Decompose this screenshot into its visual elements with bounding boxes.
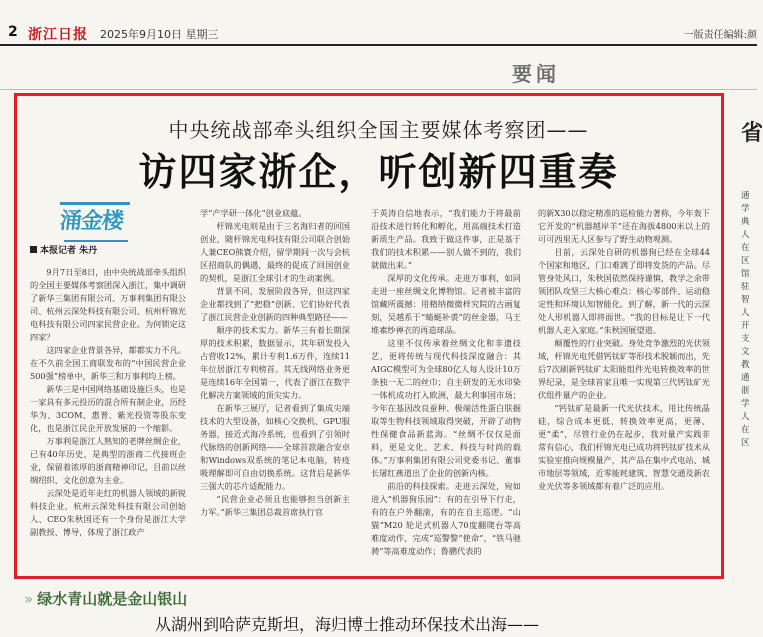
next-article-subtitle: 从湖州到哈萨克斯坦，海归博士推动环保技术出海—— <box>155 615 540 634</box>
article-column-3 <box>371 207 521 558</box>
section-rule <box>0 89 757 90</box>
paragraph: 顺序的技术实力。新华三有着长期深厚的技术积累，数据显示，其年研发投入占营收12%，累计专利1.6万件，连续11年位居浙江专利榜首。其无线网络业务更是连续16年全国第一，代表了浙江在数字化解决方案领域的顶尖实力。 <box>200 325 350 400</box>
paragraph: 的新X30以稳定精准的巡检能力著称，今年轰下它开发的“机器越岸羊”还在海拔4800米以上的可可西里无人区参与了野生动物观测。 <box>538 208 710 244</box>
column-logo-text: 涌金楼 <box>58 209 125 234</box>
paragraph: “民营企业必须且也能够担当创新主力军。”新华三集团总裁首席执行官 <box>200 494 350 517</box>
adjacent-column-fragment: 通学典人在区馆驻智人开支文教通浙学人在区 <box>741 191 750 448</box>
byline-text: 本报记者 朱丹 <box>40 246 98 256</box>
article-column-2 <box>200 207 350 519</box>
paragraph: 深厚的文化传承。走进万事利，如同走进一座丝绸文化博物馆。记者被丰富的馆藏所震撼：用精纳微微样究院的古画复刻，吴越系于“蜻蜓补裘”的丝金器，马王堆素纱禅衣的再造球品。 <box>371 273 521 335</box>
paragraph: 前沿的科技探索。走进云深处，宛如进入“机器狗乐园”：有的在引导下行走，有的在户外翻滚，有的在自主巡逻。“山猫”M20 轮足式机器人70度翻爬台等高难度动作，完成“巡警警”使命”，“铁马驰骋”等高难度动作；鲁鹏代表的 <box>371 481 521 556</box>
next-article-title <box>24 588 187 609</box>
byline <box>30 243 97 256</box>
editor-note: 一版责任编辑:颜 <box>683 30 757 41</box>
next-article-title-text: 绿水青山就是金山银山 <box>37 590 188 608</box>
paragraph: 9月7日至8日，由中央统战部牵头组织的全国主要媒体考察团深入浙江，集中调研了新华三集团有限公司、万事利集团有限公司、杭州云深处科技有限公司、杭州杆锦光电科技有限公司四家民营企业。为何锁定这四家？ <box>30 267 186 342</box>
paragraph: 这四家企业背景各异，都都实力不凡。在不久前全国工商联发布的“中国民营企业500强”榜单中，新华三和万事利均上榜。 <box>30 345 186 381</box>
paragraph: 于英涛自信地表示，“我们能力于将最前沿技术进行转化和孵化，用高端技术打造新质生产品。我致于做这件事，正是基于我们的技术积累——别人做不到的，我们就做出来。” <box>371 208 521 270</box>
article-headline: 访四家浙企，听创新四重奏 <box>138 150 619 194</box>
paper-logo: 浙江日报 <box>28 27 88 43</box>
paragraph: 在新华三展厅，记者看到了集成尖端技术的大型设备，如核心交换机、GPU服务器，接近式海冷系统，也看到了引领时代脉络的创新网络——全球首款融合安卓和Windows双系统的笔记本电脑，转疫吸理解即可自由切换系统。这背后是新华三强大的芯片适配能力。 <box>200 403 350 491</box>
column-logo-underline <box>64 240 128 242</box>
paragraph: “钙钛矿是最新一代光伏技术，用比传统晶硅，综合成本更低、转换效率更高，更薄、更“柔”，尽管行业仍在起步，我对量产实践非常有信心，我们杆锦光电已成功将钙钛矿技术从实验室推向规模量产，其产品在集中式电站、城市地层等领域，近零能耗建筑、智慧交通及新农业光伏等多领域都有着广泛的应用。 <box>538 403 710 491</box>
article-column-1 <box>30 266 186 539</box>
paragraph: 目前，云深处自研的机器狗已经在全球44个国家和地区，门口难满了即将发货的产品。尽管身处风口，朱秋国依然保持谨慎，教学之余带领团队攻坚三大核心难点：核心零部件、运动稳定性和环境认知智能化。到了解，新一代的云深处人形机器人即将面世。“我的目标是让下一代机器人走入家庭。”朱秋国展望道。 <box>538 247 710 335</box>
section-title: 要闻 <box>512 62 560 86</box>
paragraph: 万事利是浙江人熟知的老牌丝绸企业，已有40年历史，是典型的浙商二代接班企业，保留着浓厚的浙商精神印记，目前以丝绸绍织、文化创意为主业。 <box>30 436 186 485</box>
chevron-right-icon: » <box>24 590 34 608</box>
paragraph: 颠覆性的行业突破。身处竞争激烈的光伏领域，杆锦光电凭借钙钛矿等形技术脱颖而出，先后7次刷新钙钛矿太阳能组件光电转换效率的世界纪录，是全球首家且唯一实现第三代钙钛矿光伏组件量产的企业。 <box>538 338 710 400</box>
paragraph: 杆锦光电则是由于三名海归者的回国创业，随杆锦光电科技有限公司联合创始人兼CEO熊寰介绍，留学期间一次与会杭区招商队的偶遇，最终的促成了回国创业的契机，是浙江全球引才的生动案例。 <box>200 221 350 283</box>
byline-square-icon <box>30 246 37 253</box>
adjacent-headline-fragment: 省 <box>741 121 763 146</box>
paragraph: 背景不同，发展阶段各异，但这四家企业都找到了“把稳”创新、它们协好代表了浙江民营企业创新的四种典型路径—— <box>200 286 350 322</box>
header-rule <box>0 44 757 46</box>
article-column-4 <box>538 207 710 493</box>
paragraph: 这里不仅传承着丝绸文化和非遗技艺，更将传统与现代科技深度融合：其AIGC模型可为全球80亿人每人设计10万条独一无二的丝巾；自主研发的无水印染一体机成功打入欧洲，最大利事国市场；今年在基因改良蚕种、极端活性蛋白肤掘取等生物科技领域取得突破，开辟了动物性保健食品新蓝海。“丝绸不仅仅是面料，更是文化、艺术、科技与时尚的载体。”万事利集团有限公司党委书记、董事长屠红燕道出了企业的创新内核。 <box>371 338 521 478</box>
paragraph: 新华三是中国网络基础设施巨头，也是一家具有多元投历的混合所有制企业，历经华为、3COM、惠普、紫光投资等股东变化，也是浙江民企开放发展的一个缩影。 <box>30 384 186 433</box>
article-kicker: 中央统战部牵头组织全国主要媒体考察团—— <box>168 118 589 142</box>
issue-date: 2025年9月10日 星期三 <box>100 28 219 41</box>
paragraph: 云深处是近年走红的机器人领域的新锐科技企业，杭州云深处科技有限公司创始人、CEO朱秋国还有一个身份是浙江大学副教授、博导，体现了浙江政产 <box>30 488 186 537</box>
page-number: 2 <box>8 24 18 40</box>
column-logo <box>60 204 134 240</box>
paragraph: 学“产学研一体化”创业底蕴。 <box>200 208 307 218</box>
